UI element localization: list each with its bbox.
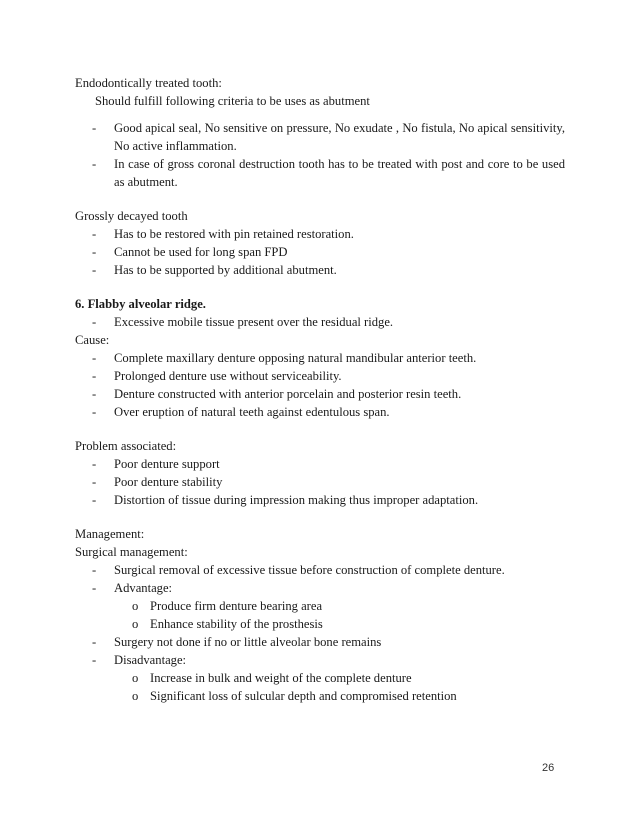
list-item (75, 633, 565, 651)
list-item (75, 385, 565, 403)
circle-bullet: o (132, 617, 139, 631)
list-item (75, 473, 565, 491)
dash-bullet: - (92, 315, 97, 329)
sub-list-item-text: Enhance stability of the prosthesis (150, 617, 323, 631)
dash-bullet: - (92, 405, 97, 419)
management-subtitle: Surgical management: (75, 545, 188, 559)
list-item-text: Has to be restored with pin retained restoration. (114, 227, 354, 241)
dash-bullet: - (92, 351, 97, 365)
list-item-text: Poor denture stability (114, 475, 223, 489)
list-item (75, 403, 565, 421)
document-page (75, 74, 565, 705)
list-item-text: Surgery not done if no or little alveolar bone remains (114, 635, 382, 649)
list-item-text: Poor denture support (114, 457, 220, 471)
list-item-text: Good apical seal, No sensitive on pressure, No exudate , No fistula, No apical sensitivity, No active inflammation. (114, 121, 565, 153)
endo-subtitle: Should fulfill following criteria to be uses as abutment (95, 94, 370, 108)
list-item (75, 579, 565, 597)
list-item-text: Prolonged denture use without serviceability. (114, 369, 342, 383)
management-title: Management: (75, 527, 145, 541)
list-item-text: Has to be supported by additional abutment. (114, 263, 337, 277)
list-item (75, 491, 565, 509)
circle-bullet: o (132, 599, 139, 613)
list-item-text: Over eruption of natural teeth against edentulous span. (114, 405, 390, 419)
dash-bullet: - (92, 157, 97, 171)
list-item (75, 651, 565, 669)
list-item-text: Denture constructed with anterior porcelain and posterior resin teeth. (114, 387, 462, 401)
circle-bullet: o (132, 671, 139, 685)
sub-list-item-text: Significant loss of sulcular depth and compromised retention (150, 689, 457, 703)
sub-list-item-text: Increase in bulk and weight of the complete denture (150, 671, 412, 685)
list-item (75, 155, 565, 191)
cause-title: Cause: (75, 333, 110, 347)
list-item-text: Cannot be used for long span FPD (114, 245, 288, 259)
dash-bullet: - (92, 635, 97, 649)
list-item (75, 367, 565, 385)
list-item (75, 261, 565, 279)
dash-bullet: - (92, 227, 97, 241)
dash-bullet: - (92, 245, 97, 259)
problem-title: Problem associated: (75, 439, 177, 453)
dash-bullet: - (92, 581, 97, 595)
dash-bullet: - (92, 369, 97, 383)
list-item (75, 243, 565, 261)
list-item-text: Complete maxillary denture opposing natural mandibular anterior teeth. (114, 351, 477, 365)
list-item (75, 313, 565, 331)
circle-bullet: o (132, 689, 139, 703)
list-item-text: Advantage: (114, 581, 173, 595)
dash-bullet: - (92, 121, 97, 135)
sub-list-item (75, 687, 565, 705)
list-item (75, 225, 565, 243)
dash-bullet: - (92, 653, 97, 667)
dash-bullet: - (92, 457, 97, 471)
sub-list-item (75, 615, 565, 633)
sub-list-item (75, 669, 565, 687)
list-item-text: Distortion of tissue during impression making thus improper adaptation. (114, 493, 479, 507)
page-number: 26 (542, 762, 555, 774)
dash-bullet: - (92, 263, 97, 277)
dash-bullet: - (92, 563, 97, 577)
list-item-text: In case of gross coronal destruction tooth has to be treated with post and core to be used as abutment. (114, 157, 565, 189)
sub-list-item-text: Produce firm denture bearing area (150, 599, 323, 613)
list-item (75, 455, 565, 473)
sub-list-item (75, 597, 565, 615)
dash-bullet: - (92, 387, 97, 401)
list-item (75, 561, 565, 579)
flabby-title: 6. Flabby alveolar ridge. (75, 297, 206, 311)
endo-title: Endodontically treated tooth: (75, 76, 222, 90)
list-item-text: Surgical removal of excessive tissue before construction of complete denture. (114, 563, 505, 577)
list-item (75, 119, 565, 155)
list-item-text: Excessive mobile tissue present over the residual ridge. (114, 315, 394, 329)
list-item (75, 349, 565, 367)
dash-bullet: - (92, 475, 97, 489)
decayed-title: Grossly decayed tooth (75, 209, 188, 223)
dash-bullet: - (92, 493, 97, 507)
list-item-text: Disadvantage: (114, 653, 187, 667)
